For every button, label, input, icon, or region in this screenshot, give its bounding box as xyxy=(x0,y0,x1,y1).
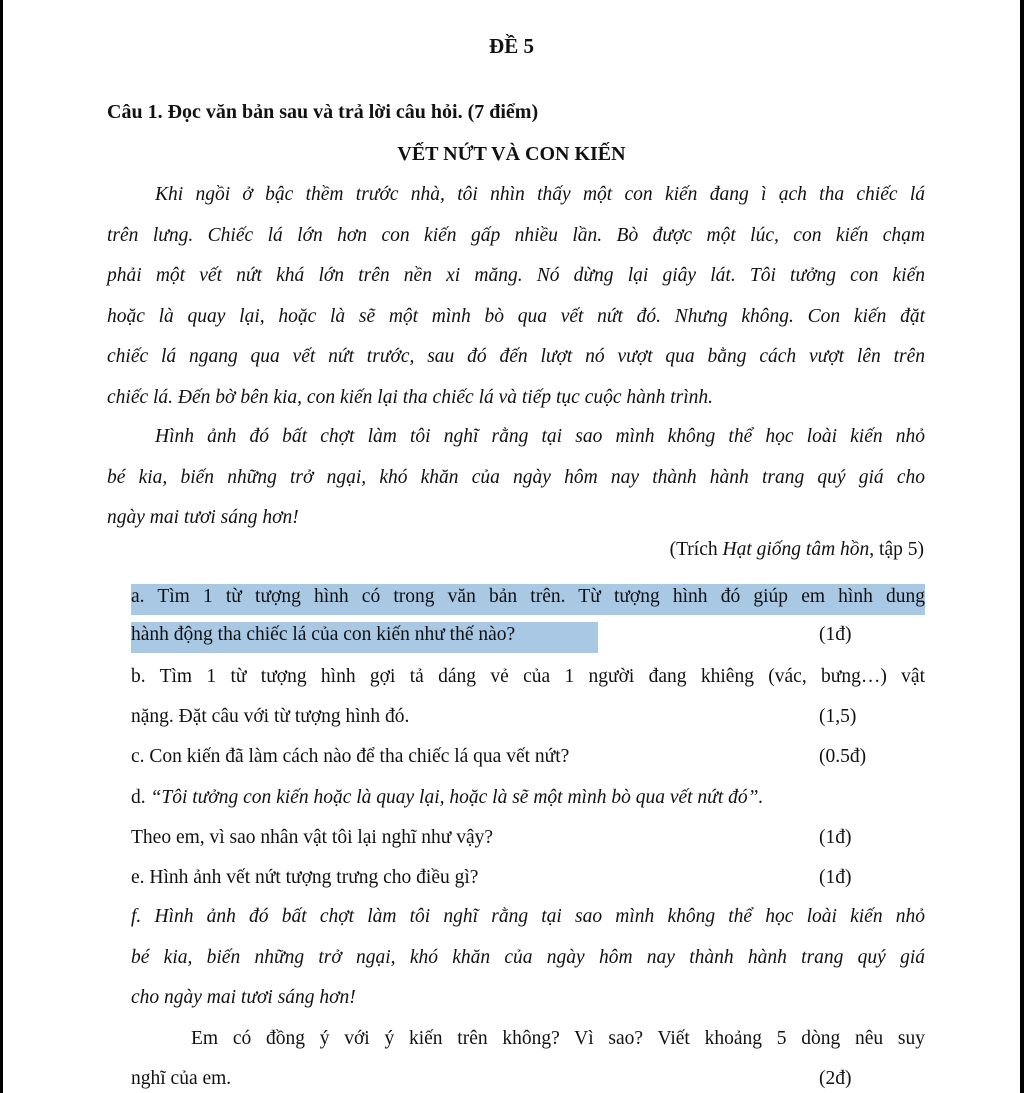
question-a-line-1[interactable]: a. Tìm 1 từ tượng hình có trong văn bản trên. Từ tượng hình đó giúp em hình dung xyxy=(131,586,925,607)
question-f-text: nghĩ của em. xyxy=(131,1068,232,1089)
source-prefix: (Trích xyxy=(669,539,723,560)
question-d-prefix: d. xyxy=(131,787,151,808)
passage-line: hoặc là quay lại, hoặc là sẽ một mình bò qua vết nứt đó. Nhưng không. Con kiến đặt xyxy=(107,305,925,327)
question-d-points: (1đ) xyxy=(819,827,852,848)
question-d-line-2 xyxy=(131,827,925,849)
passage-line: Khi ngồi ở bậc thềm trước nhà, tôi nhìn thấy một con kiến đang ì ạch tha chiếc lá xyxy=(155,184,925,205)
question-f-line-2: bé kia, biến những trở ngại, khó khăn của ngày hôm nay thành hành trang quý giá xyxy=(131,947,925,968)
exam-title: ĐỀ 5 xyxy=(489,34,534,58)
source-suffix: , tập 5) xyxy=(869,539,924,560)
passage-paragraph-2 xyxy=(107,417,925,539)
question-e xyxy=(131,867,925,889)
passage-line: chiếc lá. Đến bờ bên kia, con kiến lại tha chiếc lá và tiếp tục cuộc hành trình. xyxy=(107,386,714,408)
passage-line: bé kia, biến những trở ngại, khó khăn của ngày hôm nay thành hành trang quý giá cho xyxy=(107,466,925,488)
question-c-points: (0.5đ) xyxy=(819,746,867,767)
passage-line: trên lưng. Chiếc lá lớn hơn con kiến gấp nhiều lần. Bò được một lúc, con kiến chạm xyxy=(107,224,925,246)
question-f-line-4: Em có đồng ý với ý kiến trên không? Vì sao? Viết khoảng 5 dòng nêu suy xyxy=(191,1028,925,1049)
question1-header: Câu 1. Đọc văn bản sau và trả lời câu hỏi. (7 điểm) xyxy=(107,101,539,123)
passage-line: ngày mai tươi sáng hơn! xyxy=(107,507,299,528)
question-b-line-1: b. Tìm 1 từ tượng hình gợi tả dáng vẻ của 1 người đang khiêng (vác, bưng…) vật xyxy=(131,666,925,687)
question-f-line-5 xyxy=(131,1068,925,1090)
question-a-text[interactable]: hành động tha chiếc lá của con kiến như thế nào? xyxy=(131,624,516,645)
question-d-quote: “Tôi tưởng con kiến hoặc là quay lại, hoặc là sẽ một mình bò qua vết nứt đó”. xyxy=(150,787,764,808)
question-a-points: (1đ) xyxy=(819,624,852,645)
passage-line: chiếc lá ngang qua vết nứt trước, sau đó đến lượt nó vượt qua bằng cách vượt lên trên xyxy=(107,346,925,367)
question-b-line-2 xyxy=(131,706,925,728)
question-c xyxy=(131,746,925,768)
question-f-points: (2đ) xyxy=(819,1068,852,1089)
passage-paragraph-1 xyxy=(107,175,925,418)
question-f-line-1: f. Hình ảnh đó bất chợt làm tôi nghĩ rằng tại sao mình không thể học loài kiến nhỏ xyxy=(131,906,925,927)
question-b-text: nặng. Đặt câu với từ tượng hình đó. xyxy=(131,706,410,727)
passage-line: phải một vết nứt khá lớn trên nền xi măng. Nó dừng lại giây lát. Tôi tưởng con kiến xyxy=(107,265,925,286)
question-b-points: (1,5) xyxy=(819,706,857,727)
source-book: Hạt giống tâm hồn xyxy=(722,539,870,560)
question-a-line-2[interactable] xyxy=(131,624,925,646)
question-e-points: (1đ) xyxy=(819,867,852,888)
source-citation xyxy=(670,539,924,561)
question-e-text: e. Hình ảnh vết nứt tượng trưng cho điều gì? xyxy=(131,867,479,888)
passage-line: Hình ảnh đó bất chợt làm tôi nghĩ rằng tại sao mình không thể học loài kiến nhỏ xyxy=(155,426,925,447)
document-page xyxy=(3,0,1020,1093)
story-title: VẾT NỨT VÀ CON KIẾN xyxy=(397,143,626,165)
question-f-line-3: cho ngày mai tươi sáng hơn! xyxy=(131,987,356,1008)
question-c-text: c. Con kiến đã làm cách nào để tha chiếc lá qua vết nứt? xyxy=(131,746,570,767)
question-d-line-1 xyxy=(131,787,925,809)
question-d-text: Theo em, vì sao nhân vật tôi lại nghĩ như vậy? xyxy=(131,827,494,848)
